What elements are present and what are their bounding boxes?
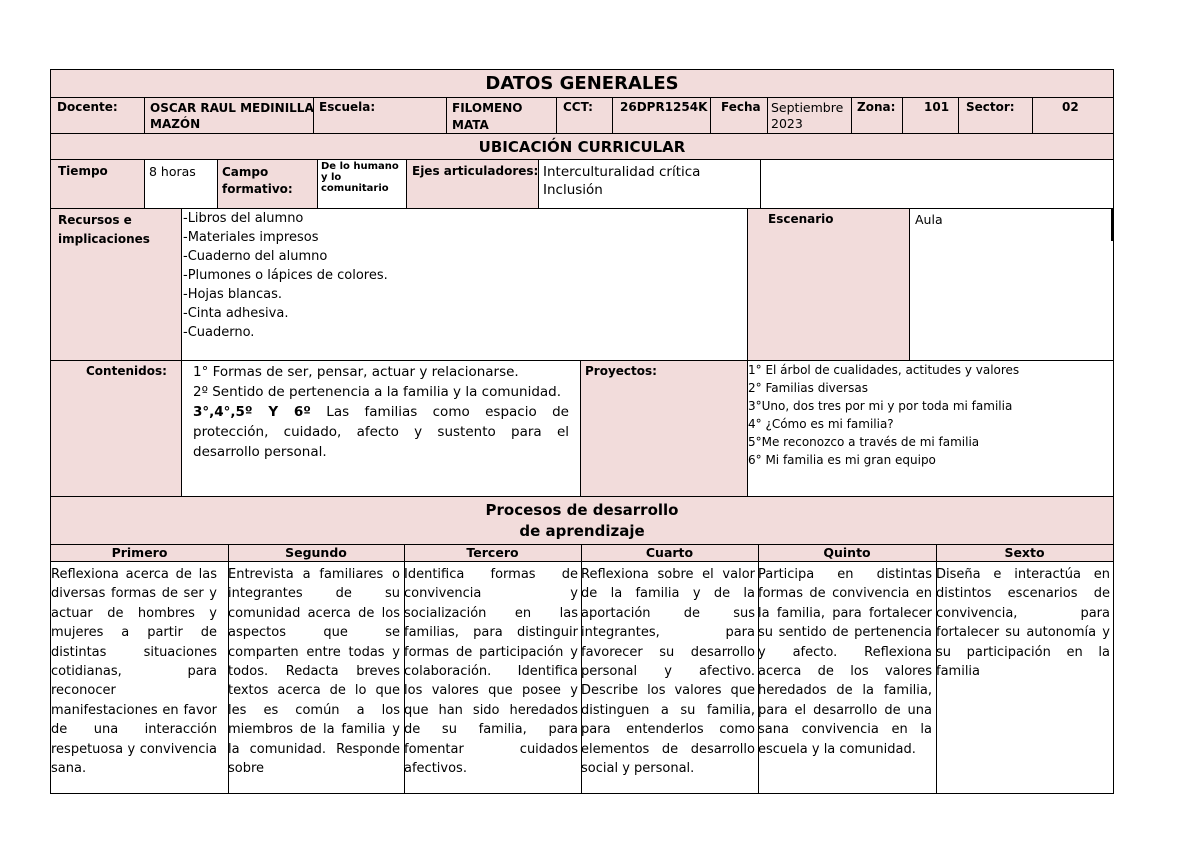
ejes-label: Ejes articuladores:: [412, 164, 539, 178]
contenido-1: 1° Formas de ser, pensar, actuar y relacionarse.: [193, 364, 519, 380]
list-item: -Libros del alumno: [183, 211, 304, 226]
col-header-segundo: Segundo: [285, 545, 347, 560]
proceso-tercero: Identifica formas de convivencia y socialización en las familias, para distinguir formas de participación y colaboración. Identifica los valores que posee y que han sido heredados de su familia, para fomentar cuidados afectivos.: [404, 567, 578, 777]
list-item: 1° El árbol de cualidades, actitudes y valores: [748, 363, 1020, 377]
proyectos-label-cell: [580, 361, 747, 496]
list-item: 2° Familias diversas: [748, 381, 868, 395]
eje-inclusion: Inclusión: [543, 182, 603, 198]
zona-value: 101: [924, 100, 950, 114]
list-item: 6° Mi familia es mi gran equipo: [748, 453, 936, 467]
list-item: -Plumones o lápices de colores.: [183, 268, 388, 283]
list-item: 4° ¿Cómo es mi familia?: [748, 417, 894, 431]
eje-interculturalidad: Interculturalidad crítica: [543, 164, 701, 180]
recursos-label: Recursos e implicaciones: [58, 213, 150, 246]
escenario-label-cell: [747, 209, 909, 360]
tiempo-value: 8 horas: [149, 164, 196, 179]
contenido-2: 2º Sentido de pertenencia a la familia y la comunidad.: [193, 384, 562, 400]
list-item: -Materiales impresos: [183, 230, 319, 245]
contenidos-label-cell: [51, 361, 181, 496]
docente-label: Docente:: [57, 100, 118, 114]
proceso-primero: Reflexiona acerca de las diversas formas de ser y actuar de hombres y mujeres a partir de distintas situaciones cotidianas, para reconocer manifestaciones en favor de una interacción respetuosa y convivencia sana.: [51, 567, 217, 777]
recursos-list: [183, 209, 743, 342]
docente-value: OSCAR RAUL MEDINILLA MAZÓN: [150, 101, 314, 131]
zona-label: Zona:: [857, 100, 896, 114]
sector-value: 02: [1062, 100, 1079, 114]
col-header-cuarto: Cuarto: [645, 545, 694, 560]
procesos-title-line-1: Procesos de desarrollo: [485, 501, 679, 519]
list-item: -Cinta adhesiva.: [183, 306, 289, 321]
proyectos-label: Proyectos:: [585, 364, 657, 378]
contenido-3: [193, 402, 569, 462]
escenario-value: Aula: [915, 212, 943, 227]
escenario-label: Escenario: [768, 212, 834, 226]
cct-value: 26DPR1254K: [620, 100, 708, 114]
proyectos-list: [748, 361, 1108, 469]
col-header-primero: Primero: [111, 545, 168, 560]
contenidos-label: Contenidos:: [86, 364, 167, 378]
tiempo-label: Tiempo: [58, 164, 108, 178]
escuela-value: FILOMENO MATA: [452, 101, 523, 132]
col-header-sexto: Sexto: [1004, 545, 1045, 560]
sector-label: Sector:: [966, 100, 1015, 114]
escuela-label: Escuela:: [319, 100, 376, 114]
list-item: -Hojas blancas.: [183, 287, 282, 302]
page-title: DATOS GENERALES: [51, 70, 1113, 98]
procesos-title: [51, 497, 1113, 545]
list-item: 5°Me reconozco a través de mi familia: [748, 435, 980, 449]
proceso-cuarto: Reflexiona sobre el valor de la familia y de la aportación de sus integrantes, para favorecer su desarrollo personal y afectivo. Describe los valores que distinguen a su familia, para entenderlos como elementos de desarrollo social y personal.: [581, 567, 755, 777]
proceso-sexto: Diseña e interactúa en distintos escenarios de convivencia, para fortalecer su autonomía y su participación en la familia: [936, 567, 1110, 680]
contenido-3-text: Las familias como espacio de protección, cuidado, afecto y sustento para el desarrollo personal.: [193, 404, 569, 460]
proceso-segundo: Entrevista a familiares o integrantes de su comunidad acerca de los aspectos que se comparten entre todas y todos. Redacta breves textos acerca de lo que les es común a los miembros de la familia y la comunidad. Responde sobre: [228, 567, 400, 777]
cct-label: CCT:: [563, 100, 593, 114]
contenido-3-grades: 3°,4°,5º Y 6º: [193, 404, 311, 420]
fecha-value: Septiembre 2023: [771, 100, 844, 131]
list-item: -Cuaderno.: [183, 325, 255, 340]
procesos-title-line-2: de aprendizaje: [519, 522, 645, 540]
col-header-quinto: Quinto: [823, 545, 871, 560]
campo-value: De lo humano y lo comunitario: [321, 161, 399, 194]
list-item: -Cuaderno del alumno: [183, 249, 328, 264]
fecha-label: Fecha: [721, 100, 761, 114]
list-item: 3°Uno, dos tres por mi y por toda mi familia: [748, 399, 1013, 413]
ubicacion-title: UBICACIÓN CURRICULAR: [51, 134, 1113, 160]
campo-label: Campo formativo:: [222, 165, 293, 196]
contenidos-text: [193, 362, 569, 462]
proceso-quinto: Participa en distintas formas de convivencia en la familia, para fortalecer su sentido de pertenencia y afecto. Reflexiona acerca de los valores heredados de la familia, para el desarrollo de una sana convivencia en la escuela y la comunidad.: [758, 567, 932, 757]
col-header-tercero: Tercero: [466, 545, 519, 560]
